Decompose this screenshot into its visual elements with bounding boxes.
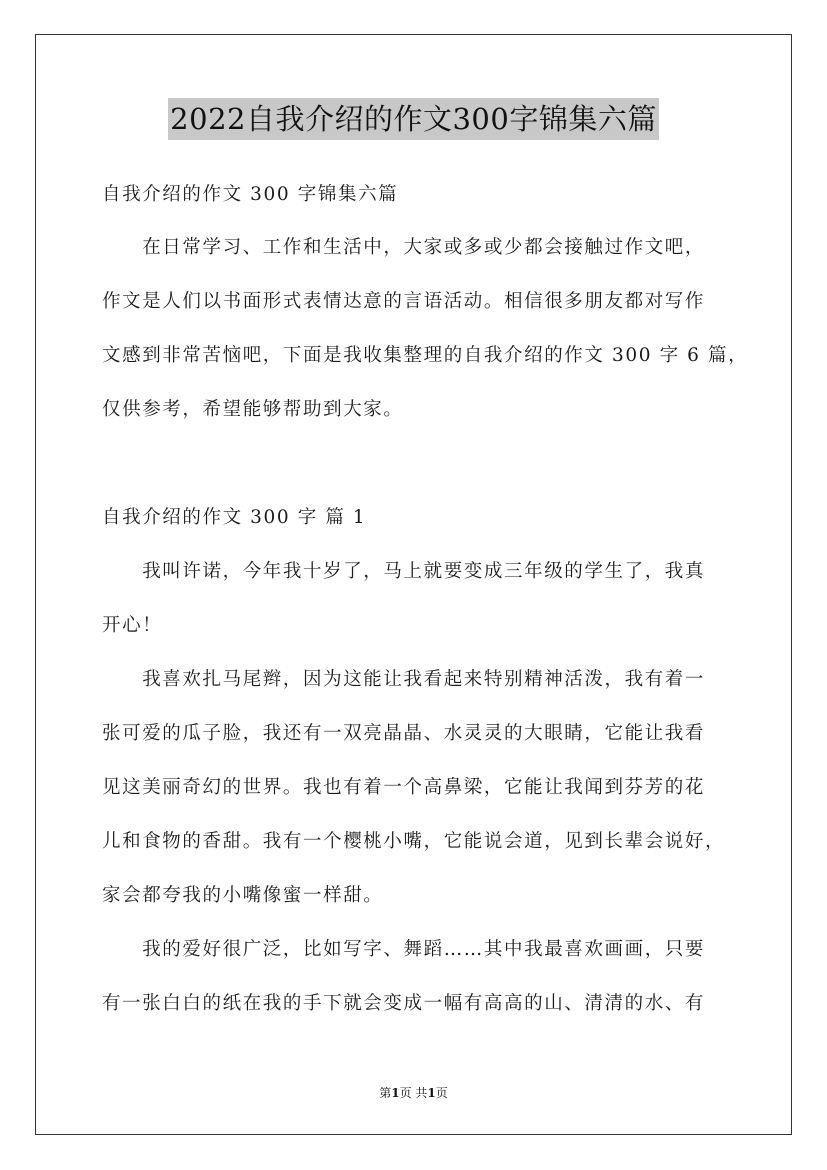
paragraph-line: 作文是人们以书面形式表情达意的言语活动。相信很多朋友都对写作 (102, 291, 706, 312)
paragraph-line: 有一张白白的纸在我的手下就会变成一幅有高高的山、清清的水、有 (102, 993, 706, 1014)
paragraph-line: 在日常学习、工作和生活中，大家或多或少都会接触过作文吧， (102, 237, 706, 258)
section-heading: 自我介绍的作文 300 字 篇 1 (102, 507, 367, 528)
footer-mid: 页 共 (399, 1086, 428, 1100)
document-title: 2022自我介绍的作文300字锦集六篇 (168, 98, 659, 140)
paragraph-line: 开心！ (102, 615, 163, 636)
paragraph-line: 张可爱的瓜子脸，我还有一双亮晶晶、水灵灵的大眼睛，它能让我看 (102, 723, 706, 744)
paragraph-line: 文感到非常苦恼吧，下面是我收集整理的自我介绍的作文 300 字 6 篇， (102, 345, 749, 366)
title-container (0, 98, 827, 140)
paragraph-line: 我的爱好很广泛，比如写字、舞蹈……其中我最喜欢画画，只要 (102, 939, 706, 960)
footer-total-pages: 1 (427, 1086, 436, 1100)
paragraph-line: 我叫许诺，今年我十岁了，马上就要变成三年级的学生了，我真 (102, 561, 706, 582)
footer-suffix: 页 (435, 1086, 448, 1100)
paragraph-line: 家会都夸我的小嘴像蜜一样甜。 (102, 885, 384, 906)
paragraph-line: 我喜欢扎马尾辫，因为这能让我看起来特别精神活泼，我有着一 (102, 669, 706, 690)
footer-page-number: 1 (391, 1086, 400, 1100)
subtitle-line: 自我介绍的作文 300 字锦集六篇 (102, 184, 399, 205)
footer-prefix: 第 (379, 1086, 392, 1100)
paragraph-line: 仅供参考，希望能够帮助到大家。 (102, 399, 404, 420)
paragraph-line: 见这美丽奇幻的世界。我也有着一个高鼻梁，它能让我闻到芬芳的花 (102, 777, 706, 798)
page-footer (0, 1084, 827, 1101)
paragraph-line: 儿和食物的香甜。我有一个樱桃小嘴，它能说会道，见到长辈会说好， (102, 831, 726, 852)
